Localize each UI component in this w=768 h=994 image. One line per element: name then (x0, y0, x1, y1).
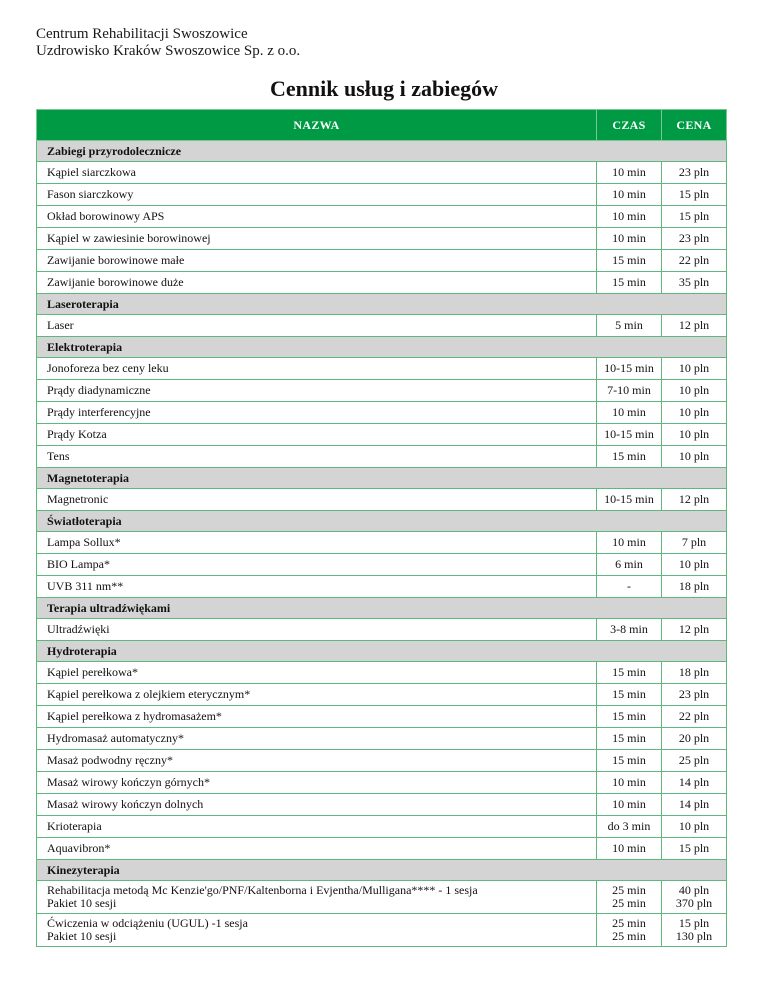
service-name-line2: Pakiet 10 sesji (47, 896, 117, 910)
service-name: Kąpiel perełkowa z hydromasażem* (37, 706, 597, 728)
table-row (37, 250, 727, 272)
service-name: Hydromasaż automatyczny* (37, 728, 597, 750)
service-price: 12 pln (662, 619, 727, 641)
table-row (37, 446, 727, 468)
service-time (597, 881, 662, 914)
table-row (37, 424, 727, 446)
service-price (662, 914, 727, 947)
service-time: 15 min (597, 662, 662, 684)
service-time: 3-8 min (597, 619, 662, 641)
section-header-row (37, 294, 727, 315)
service-name (37, 881, 597, 914)
service-time: 15 min (597, 706, 662, 728)
service-time: 15 min (597, 728, 662, 750)
column-header-name: NAZWA (37, 110, 597, 141)
table-row (37, 315, 727, 337)
section-title: Laseroterapia (37, 294, 727, 315)
table-row (37, 358, 727, 380)
service-name-line1: Rehabilitacja metodą Mc Kenzie'go/PNF/Kaltenborna i Evjentha/Mulligana**** - 1 sesja (47, 883, 478, 897)
table-row (37, 772, 727, 794)
service-name: Krioterapia (37, 816, 597, 838)
service-price: 10 pln (662, 424, 727, 446)
service-price: 10 pln (662, 380, 727, 402)
service-time: 10-15 min (597, 489, 662, 511)
table-row (37, 272, 727, 294)
table-row (37, 206, 727, 228)
service-time: 15 min (597, 750, 662, 772)
service-price: 22 pln (662, 706, 727, 728)
service-name: Masaż wirowy kończyn górnych* (37, 772, 597, 794)
service-time: 15 min (597, 446, 662, 468)
table-row (37, 684, 727, 706)
service-price: 23 pln (662, 162, 727, 184)
section-header-row (37, 468, 727, 489)
section-header-row (37, 641, 727, 662)
table-row (37, 706, 727, 728)
service-time: 15 min (597, 250, 662, 272)
service-name: Masaż wirowy kończyn dolnych (37, 794, 597, 816)
table-row (37, 619, 727, 641)
service-price: 14 pln (662, 772, 727, 794)
table-row (37, 532, 727, 554)
section-title: Terapia ultradźwiękami (37, 598, 727, 619)
service-name: Ultradźwięki (37, 619, 597, 641)
service-time: 10 min (597, 184, 662, 206)
table-row (37, 662, 727, 684)
service-name: UVB 311 nm** (37, 576, 597, 598)
table-row (37, 750, 727, 772)
table-header-row (37, 110, 727, 141)
section-header-row (37, 598, 727, 619)
service-time: 15 min (597, 684, 662, 706)
table-row (37, 816, 727, 838)
table-row (37, 402, 727, 424)
table-row (37, 228, 727, 250)
service-price-line2: 370 pln (675, 896, 713, 910)
section-header-row (37, 511, 727, 532)
section-title: Elektroterapia (37, 337, 727, 358)
service-name: BIO Lampa* (37, 554, 597, 576)
service-name: Laser (37, 315, 597, 337)
service-price: 12 pln (662, 489, 727, 511)
service-name: Aquavibron* (37, 838, 597, 860)
section-title: Światłoterapia (37, 511, 727, 532)
table-row (37, 881, 727, 914)
service-time: 10 min (597, 838, 662, 860)
service-price: 15 pln (662, 206, 727, 228)
service-time: - (597, 576, 662, 598)
table-row (37, 914, 727, 947)
service-price-line1: 15 pln (678, 916, 710, 930)
service-name: Jonoforeza bez ceny leku (37, 358, 597, 380)
service-name: Prądy interferencyjne (37, 402, 597, 424)
table-row (37, 380, 727, 402)
table-row (37, 794, 727, 816)
price-table-body (37, 141, 727, 947)
service-name-line1: Ćwiczenia w odciążeniu (UGUL) -1 sesja (47, 916, 248, 930)
service-price: 15 pln (662, 838, 727, 860)
service-price: 35 pln (662, 272, 727, 294)
service-time: 10-15 min (597, 424, 662, 446)
service-name (37, 914, 597, 947)
service-time: 10-15 min (597, 358, 662, 380)
service-price (662, 881, 727, 914)
table-row (37, 184, 727, 206)
section-header-row (37, 337, 727, 358)
service-price: 15 pln (662, 184, 727, 206)
service-name: Magnetronic (37, 489, 597, 511)
service-time (597, 914, 662, 947)
page-title: Cennik usług i zabiegów (270, 76, 498, 101)
service-time: 10 min (597, 772, 662, 794)
service-price: 22 pln (662, 250, 727, 272)
service-price: 10 pln (662, 402, 727, 424)
section-header-row (37, 141, 727, 162)
service-time: 7-10 min (597, 380, 662, 402)
service-price-line2: 130 pln (675, 929, 713, 943)
table-row (37, 489, 727, 511)
service-price: 18 pln (662, 576, 727, 598)
service-price: 18 pln (662, 662, 727, 684)
section-title: Zabiegi przyrodolecznicze (37, 141, 727, 162)
service-name: Fason siarczkowy (37, 184, 597, 206)
table-row (37, 162, 727, 184)
service-name: Okład borowinowy APS (37, 206, 597, 228)
service-price: 10 pln (662, 816, 727, 838)
service-time: 10 min (597, 532, 662, 554)
service-name: Kąpiel siarczkowa (37, 162, 597, 184)
service-price: 10 pln (662, 446, 727, 468)
service-name: Kąpiel w zawiesinie borowinowej (37, 228, 597, 250)
service-name-line2: Pakiet 10 sesji (47, 929, 117, 943)
service-time: 6 min (597, 554, 662, 576)
service-time: 10 min (597, 206, 662, 228)
service-time: 10 min (597, 402, 662, 424)
service-time: 10 min (597, 228, 662, 250)
service-price: 10 pln (662, 358, 727, 380)
service-name: Zawijanie borowinowe małe (37, 250, 597, 272)
service-time: do 3 min (597, 816, 662, 838)
service-name: Prądy Kotza (37, 424, 597, 446)
service-price: 7 pln (662, 532, 727, 554)
service-price: 25 pln (662, 750, 727, 772)
service-price: 14 pln (662, 794, 727, 816)
service-time: 15 min (597, 272, 662, 294)
service-name: Zawijanie borowinowe duże (37, 272, 597, 294)
org-company: Uzdrowisko Kraków Swoszowice Sp. z o.o. (36, 43, 301, 59)
column-header-price: CENA (662, 110, 727, 141)
service-price-line1: 40 pln (678, 883, 710, 897)
table-row (37, 728, 727, 750)
service-name: Prądy diadynamiczne (37, 380, 597, 402)
section-title: Hydroterapia (37, 641, 727, 662)
service-time: 10 min (597, 794, 662, 816)
organization-header (36, 26, 300, 60)
service-price: 20 pln (662, 728, 727, 750)
org-name: Centrum Rehabilitacji Swoszowice (36, 26, 248, 42)
service-price: 12 pln (662, 315, 727, 337)
table-row (37, 838, 727, 860)
service-name: Masaż podwodny ręczny* (37, 750, 597, 772)
service-price: 23 pln (662, 228, 727, 250)
section-header-row (37, 860, 727, 881)
service-time-line2: 25 min (612, 896, 646, 910)
service-price: 10 pln (662, 554, 727, 576)
price-table (36, 109, 727, 947)
service-time-line1: 25 min (612, 883, 646, 897)
service-time: 5 min (597, 315, 662, 337)
service-name: Lampa Sollux* (37, 532, 597, 554)
service-name: Kąpiel perełkowa z olejkiem eterycznym* (37, 684, 597, 706)
section-title: Magnetoterapia (37, 468, 727, 489)
service-time-line2: 25 min (612, 929, 646, 943)
table-row (37, 554, 727, 576)
table-row (37, 576, 727, 598)
service-time-line1: 25 min (612, 916, 646, 930)
service-name: Kąpiel perełkowa* (37, 662, 597, 684)
service-price: 23 pln (662, 684, 727, 706)
service-name: Tens (37, 446, 597, 468)
column-header-time: CZAS (597, 110, 662, 141)
section-title: Kinezyterapia (37, 860, 727, 881)
service-time: 10 min (597, 162, 662, 184)
